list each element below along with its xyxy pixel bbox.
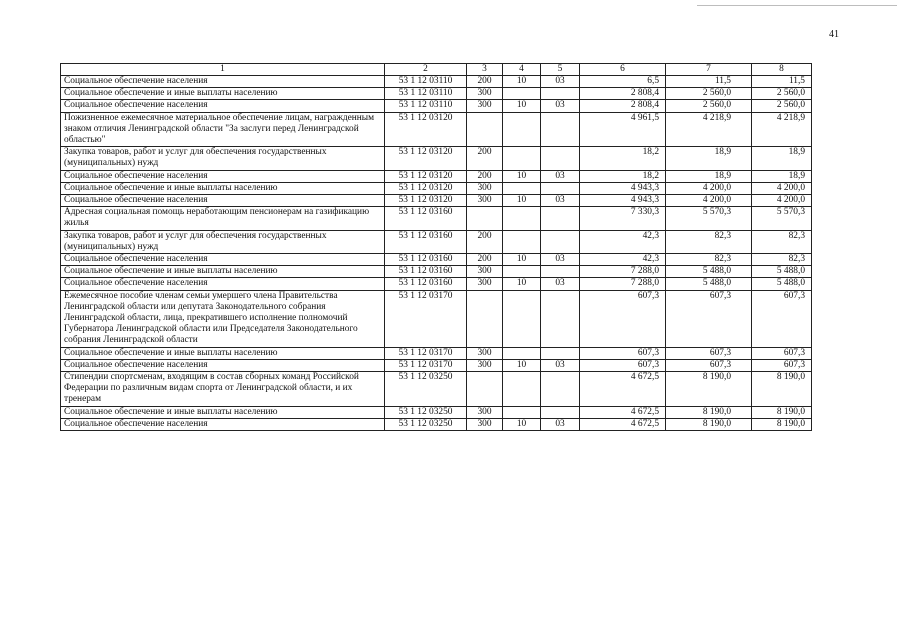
row-value-col-7: 11,5 <box>666 76 752 88</box>
row-value-col-8: 5 488,0 <box>752 266 812 278</box>
row-value-col-8: 18,9 <box>752 170 812 182</box>
row-target-code: 53 1 12 03160 <box>385 207 467 230</box>
row-value-col-7: 8 190,0 <box>666 372 752 407</box>
row-description: Социальное обеспечение населения <box>61 418 385 430</box>
row-section <box>503 112 541 147</box>
table-row <box>61 290 812 347</box>
row-description: Социальное обеспечение и иные выплаты населению <box>61 406 385 418</box>
row-value-col-6: 18,2 <box>580 147 666 170</box>
row-value-col-7: 8 190,0 <box>666 418 752 430</box>
row-value-col-8: 2 560,0 <box>752 100 812 112</box>
table-row <box>61 278 812 290</box>
row-expense-type: 200 <box>467 254 503 266</box>
table-row <box>61 195 812 207</box>
header-col-3: 3 <box>467 64 503 76</box>
row-subsection: 03 <box>541 359 580 371</box>
row-target-code: 53 1 12 03160 <box>385 266 467 278</box>
table-row <box>61 347 812 359</box>
row-value-col-8: 4 200,0 <box>752 182 812 194</box>
row-subsection: 03 <box>541 76 580 88</box>
row-expense-type <box>467 112 503 147</box>
table-row <box>61 207 812 230</box>
row-value-col-7: 2 560,0 <box>666 100 752 112</box>
row-value-col-6: 7 330,3 <box>580 207 666 230</box>
row-value-col-7: 82,3 <box>666 230 752 253</box>
table-row <box>61 359 812 371</box>
row-section: 10 <box>503 76 541 88</box>
row-expense-type: 200 <box>467 76 503 88</box>
row-target-code: 53 1 12 03110 <box>385 100 467 112</box>
row-expense-type: 300 <box>467 278 503 290</box>
row-target-code: 53 1 12 03120 <box>385 147 467 170</box>
row-description: Ежемесячное пособие членам семьи умершего члена Правительства Ленинградской области или депутата Законодательного собрания Ленинградской области, лица, прекратившего исполнение полномочий Губернатора Ленинградской области или Председателя Законодательного собрания Ленинградской области <box>61 290 385 347</box>
row-subsection <box>541 147 580 170</box>
row-expense-type: 200 <box>467 170 503 182</box>
row-value-col-7: 2 560,0 <box>666 88 752 100</box>
page-number: 41 <box>829 29 839 40</box>
top-rule-line <box>697 5 897 6</box>
table-row <box>61 147 812 170</box>
row-description: Социальное обеспечение населения <box>61 254 385 266</box>
row-value-col-8: 5 570,3 <box>752 207 812 230</box>
header-col-2: 2 <box>385 64 467 76</box>
row-value-col-8: 2 560,0 <box>752 88 812 100</box>
row-expense-type: 300 <box>467 359 503 371</box>
row-description: Социальное обеспечение и иные выплаты населению <box>61 182 385 194</box>
row-value-col-6: 607,3 <box>580 359 666 371</box>
row-description: Социальное обеспечение населения <box>61 359 385 371</box>
row-section: 10 <box>503 278 541 290</box>
row-description: Социальное обеспечение населения <box>61 100 385 112</box>
row-expense-type: 300 <box>467 347 503 359</box>
row-subsection <box>541 207 580 230</box>
row-value-col-7: 4 218,9 <box>666 112 752 147</box>
row-subsection: 03 <box>541 254 580 266</box>
row-value-col-8: 8 190,0 <box>752 418 812 430</box>
row-section: 10 <box>503 170 541 182</box>
row-value-col-7: 5 488,0 <box>666 266 752 278</box>
row-value-col-8: 607,3 <box>752 347 812 359</box>
row-value-col-8: 11,5 <box>752 76 812 88</box>
row-value-col-8: 82,3 <box>752 254 812 266</box>
row-value-col-6: 6,5 <box>580 76 666 88</box>
row-target-code: 53 1 12 03250 <box>385 418 467 430</box>
row-subsection <box>541 112 580 147</box>
header-col-4: 4 <box>503 64 541 76</box>
row-target-code: 53 1 12 03110 <box>385 76 467 88</box>
row-value-col-7: 8 190,0 <box>666 406 752 418</box>
row-section: 10 <box>503 195 541 207</box>
row-target-code: 53 1 12 03170 <box>385 290 467 347</box>
row-value-col-6: 4 943,3 <box>580 182 666 194</box>
row-subsection <box>541 182 580 194</box>
row-subsection <box>541 290 580 347</box>
row-expense-type: 300 <box>467 182 503 194</box>
row-description: Социальное обеспечение населения <box>61 278 385 290</box>
row-description: Социальное обеспечение и иные выплаты населению <box>61 88 385 100</box>
row-subsection <box>541 88 580 100</box>
row-value-col-6: 42,3 <box>580 254 666 266</box>
table-row <box>61 254 812 266</box>
row-expense-type: 200 <box>467 230 503 253</box>
header-col-1: 1 <box>61 64 385 76</box>
row-value-col-8: 4 218,9 <box>752 112 812 147</box>
row-value-col-7: 607,3 <box>666 347 752 359</box>
table-header-row <box>61 64 812 76</box>
row-expense-type: 300 <box>467 266 503 278</box>
row-section <box>503 406 541 418</box>
row-section <box>503 266 541 278</box>
row-subsection <box>541 372 580 407</box>
row-section: 10 <box>503 418 541 430</box>
row-subsection <box>541 230 580 253</box>
row-section <box>503 207 541 230</box>
row-value-col-7: 18,9 <box>666 147 752 170</box>
row-value-col-7: 4 200,0 <box>666 195 752 207</box>
header-col-7: 7 <box>666 64 752 76</box>
row-value-col-6: 7 288,0 <box>580 278 666 290</box>
row-subsection <box>541 347 580 359</box>
table-row <box>61 372 812 407</box>
header-col-8: 8 <box>752 64 812 76</box>
row-section <box>503 347 541 359</box>
row-expense-type: 300 <box>467 100 503 112</box>
row-target-code: 53 1 12 03120 <box>385 170 467 182</box>
row-target-code: 53 1 12 03250 <box>385 406 467 418</box>
row-section <box>503 372 541 407</box>
row-expense-type: 300 <box>467 195 503 207</box>
row-value-col-6: 607,3 <box>580 290 666 347</box>
row-subsection: 03 <box>541 418 580 430</box>
row-description: Социальное обеспечение населения <box>61 76 385 88</box>
row-target-code: 53 1 12 03160 <box>385 278 467 290</box>
row-value-col-8: 607,3 <box>752 359 812 371</box>
row-target-code: 53 1 12 03160 <box>385 230 467 253</box>
row-section: 10 <box>503 359 541 371</box>
budget-table <box>60 63 812 431</box>
row-target-code: 53 1 12 03120 <box>385 182 467 194</box>
row-value-col-8: 5 488,0 <box>752 278 812 290</box>
row-value-col-6: 18,2 <box>580 170 666 182</box>
row-expense-type <box>467 372 503 407</box>
row-description: Адресная социальная помощь неработающим пенсионерам на газификацию жилья <box>61 207 385 230</box>
table-row <box>61 418 812 430</box>
row-expense-type <box>467 290 503 347</box>
row-expense-type: 300 <box>467 418 503 430</box>
table-row <box>61 170 812 182</box>
table-row <box>61 100 812 112</box>
row-subsection <box>541 406 580 418</box>
row-target-code: 53 1 12 03120 <box>385 112 467 147</box>
header-col-6: 6 <box>580 64 666 76</box>
row-section <box>503 88 541 100</box>
row-section <box>503 230 541 253</box>
row-section: 10 <box>503 254 541 266</box>
row-value-col-7: 18,9 <box>666 170 752 182</box>
row-description: Стипендии спортсменам, входящим в состав сборных команд Российской Федерации по различным видам спорта от Ленинградской области, и их тренерам <box>61 372 385 407</box>
row-section <box>503 182 541 194</box>
row-target-code: 53 1 12 03160 <box>385 254 467 266</box>
row-value-col-6: 4 943,3 <box>580 195 666 207</box>
row-value-col-6: 7 288,0 <box>580 266 666 278</box>
table-row <box>61 230 812 253</box>
row-subsection: 03 <box>541 278 580 290</box>
row-expense-type: 300 <box>467 406 503 418</box>
row-expense-type: 200 <box>467 147 503 170</box>
row-description: Закупка товаров, работ и услуг для обеспечения государственных (муниципальных) нужд <box>61 230 385 253</box>
row-value-col-6: 2 808,4 <box>580 100 666 112</box>
row-value-col-8: 8 190,0 <box>752 406 812 418</box>
row-value-col-6: 607,3 <box>580 347 666 359</box>
table-row <box>61 76 812 88</box>
table-row <box>61 182 812 194</box>
row-value-col-6: 4 961,5 <box>580 112 666 147</box>
row-value-col-6: 4 672,5 <box>580 372 666 407</box>
row-subsection <box>541 266 580 278</box>
row-target-code: 53 1 12 03110 <box>385 88 467 100</box>
row-value-col-8: 82,3 <box>752 230 812 253</box>
table-row <box>61 406 812 418</box>
row-description: Социальное обеспечение населения <box>61 195 385 207</box>
row-value-col-8: 8 190,0 <box>752 372 812 407</box>
row-description: Закупка товаров, работ и услуг для обеспечения государственных (муниципальных) нужд <box>61 147 385 170</box>
row-value-col-7: 607,3 <box>666 290 752 347</box>
row-value-col-8: 607,3 <box>752 290 812 347</box>
row-value-col-8: 4 200,0 <box>752 195 812 207</box>
row-description: Социальное обеспечение населения <box>61 170 385 182</box>
row-value-col-7: 82,3 <box>666 254 752 266</box>
row-target-code: 53 1 12 03170 <box>385 347 467 359</box>
row-value-col-6: 42,3 <box>580 230 666 253</box>
row-value-col-6: 2 808,4 <box>580 88 666 100</box>
row-value-col-7: 607,3 <box>666 359 752 371</box>
row-value-col-7: 5 570,3 <box>666 207 752 230</box>
row-subsection: 03 <box>541 100 580 112</box>
row-value-col-6: 4 672,5 <box>580 406 666 418</box>
row-target-code: 53 1 12 03170 <box>385 359 467 371</box>
row-section <box>503 290 541 347</box>
table-row <box>61 266 812 278</box>
row-value-col-6: 4 672,5 <box>580 418 666 430</box>
row-section: 10 <box>503 100 541 112</box>
row-expense-type: 300 <box>467 88 503 100</box>
row-value-col-7: 4 200,0 <box>666 182 752 194</box>
row-description: Пожизненное ежемесячное материальное обеспечение лицам, награжденным знаком отличия Ленинградской области "За заслуги перед Ленинградской областью" <box>61 112 385 147</box>
row-target-code: 53 1 12 03250 <box>385 372 467 407</box>
row-expense-type <box>467 207 503 230</box>
row-section <box>503 147 541 170</box>
table-row <box>61 112 812 147</box>
row-description: Социальное обеспечение и иные выплаты населению <box>61 347 385 359</box>
row-value-col-7: 5 488,0 <box>666 278 752 290</box>
row-value-col-8: 18,9 <box>752 147 812 170</box>
row-description: Социальное обеспечение и иные выплаты населению <box>61 266 385 278</box>
row-subsection: 03 <box>541 195 580 207</box>
table-body <box>61 64 812 431</box>
table-row <box>61 88 812 100</box>
row-target-code: 53 1 12 03120 <box>385 195 467 207</box>
header-col-5: 5 <box>541 64 580 76</box>
row-subsection: 03 <box>541 170 580 182</box>
